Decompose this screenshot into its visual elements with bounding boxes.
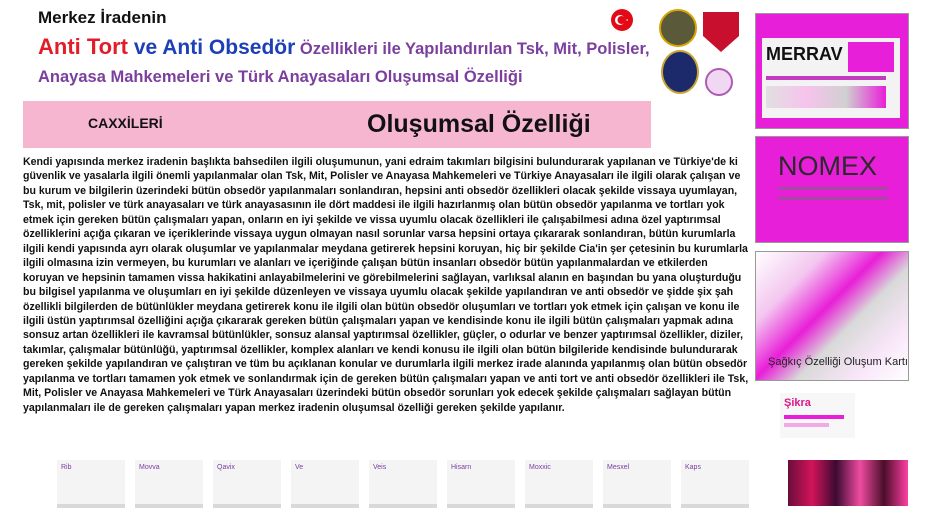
mini-card: Kaps (681, 460, 749, 508)
figures-image (788, 460, 908, 506)
sikra-card-title: Şikra (784, 397, 811, 409)
sikra-card (780, 393, 855, 438)
police-emblem-icon (661, 50, 699, 94)
emblem-icon (659, 9, 697, 47)
nomex-card-title: NOMEX (778, 151, 878, 181)
mini-card-row (9, 460, 749, 505)
headline-anti-obsedor: Anti Obsedör (162, 36, 296, 59)
mini-card: Movva (135, 460, 203, 508)
headline-rest: Özellikleri ile Yapılandırılan Tsk, Mit, Polisler, Anayasa Mahkemeleri ve Türk Anayasaları Oluşumsal Özelliği (38, 40, 650, 86)
top-label: Merkez İradenin (38, 8, 167, 27)
mini-card: Moxxic (525, 460, 593, 508)
turkey-flag-icon (611, 9, 633, 31)
body-paragraph: Kendi yapısında merkez iradenin başlıkta bahsedilen ilgili oluşumunun, yani edraim takımları bilgisini bulundurarak yapılanan ve Türkiye'de ki güvenlik ve yasalarla ilgili önemli yapılanmalar olan Tsk, Mit, Polisler ve Anayasa Mahkemeleri ve Türkiye Anayasaları ile ilgili olarak çalışan ve bu kurum ve bilgilerin üzerindeki bütün obsedör yapılanmaları sonlandıran, hepsini anti obsedör özellikleri olacak şekilde vissaya uyumlayan, Tsk, mit, polisler ve türk anayasaları ve türk anayasasının ile dört maddesi ile ilgili hazırlanmış olan bütün obsedör yapılanma ve tortları yok etmek için gereken bütün çalışmaları yapan, onların en iyi şekilde ve vissa uyumlu olacak özellikleri ile çalışabilmesi adına özel yaptırımsal özelliklerini açığa çıkaran ve içeriklerinde vissaya uygun olmayan nasıl sorunlar varsa hepsini ortaya çıkararak sonlandıran, bütün kurumlarla ilgili kendi yapısında ayrı olarak oluşumlar ve yapılanmalar meydana getirerek hepsini koruyan, hiç bir şekilde Cia'in şer çetesinin bu kurumlarla ilgili olmasına izin vermeyen, bu kurumları ve alanları ve içeriğinde çalışan bütün insanları obsedör bütün yapılanmalardan ve etkilerden koruyan ve hepsinin tamamen vissa hakikatini anlayabilmelerini ve görebilmelerini sağlayan, varlıksal alanın en başından bu yana oluşturduğu bu bilgisel yapılanma ve oluşumları en iyi şekilde düzenleyen ve vissaya uyumlu olacak şekilde yapılandıran ve anti obsedör ve şidde şix şah özellikli bilgilerden de bütünlükler meydana getirerek konu ile ilgili olan bütün obsedör oluşumları ve tortları yok etmek için çalışan ve konu ile ilgili üstün yaptırımsal özelliğini açığa çıkararak gereken bütün çalışmaları yapan ve kendisinde konu ile ilgili bütün çalışmaları yapmak adına sonsuz artan özellikleri ile kavramsal bütünlükler, sonsuz alansal yaptırımsal özellikler, güçler, o odurlar ve benzer yaptırımsal özellikler, diziler, takımlar, çalışmalar bütünlüğü, yaptırımsal özellikler, komplex alanları ve kendi konusu ile ilgili olan bütün bilgileride kendisinde bulundurarak gereken şekilde yapılandıran ve çalıştıran ve tüm bu açıklanan konular ve durumlarla ilgili merkez irade alanında yapılanmış olan bütün obsedör yapılanma ve tortları tamamen yok etmek ve sonlandırmak için de gereken bütün çalışmaları yapan ve anti tort ve anti obsedör özellikleri ile Tsk, Mit, Polisler ve Anayasa Mahkemeleri ve Türk Anayasaları üzerindeki bütün obsedör sorunları yok edecek şekilde çalışmaları sağlayan bütün yapılanmaları ile de gereken çalışmaları yapan merkez iradenin oluşumsal özelliği gereken şekilde yapılanır. (23, 156, 749, 414)
sagkic-card-title: Şağkıç Özelliği Oluşum Kartı (768, 356, 908, 368)
mini-card: Rib (57, 460, 125, 508)
sagkic-card (755, 251, 909, 381)
mini-card: Hisarn (447, 460, 515, 508)
mini-card: Mesxel (603, 460, 671, 508)
band-right-label: Oluşumsal Özelliği (367, 110, 591, 138)
mini-card: Ve (291, 460, 359, 508)
mini-card: Qavix (213, 460, 281, 508)
mini-card: Veis (369, 460, 437, 508)
nomex-card (755, 136, 909, 243)
headline-anti-tort: Anti Tort (38, 34, 129, 59)
merrav-card (755, 13, 909, 129)
band-left-label: CAXXİLERİ (88, 115, 163, 131)
small-emblem-icon (705, 68, 733, 96)
headline-ve: ve (128, 36, 163, 59)
page-headline (38, 33, 658, 91)
merrav-card-title: MERRAV (766, 44, 843, 64)
constitutional-court-emblem-icon (703, 12, 739, 52)
